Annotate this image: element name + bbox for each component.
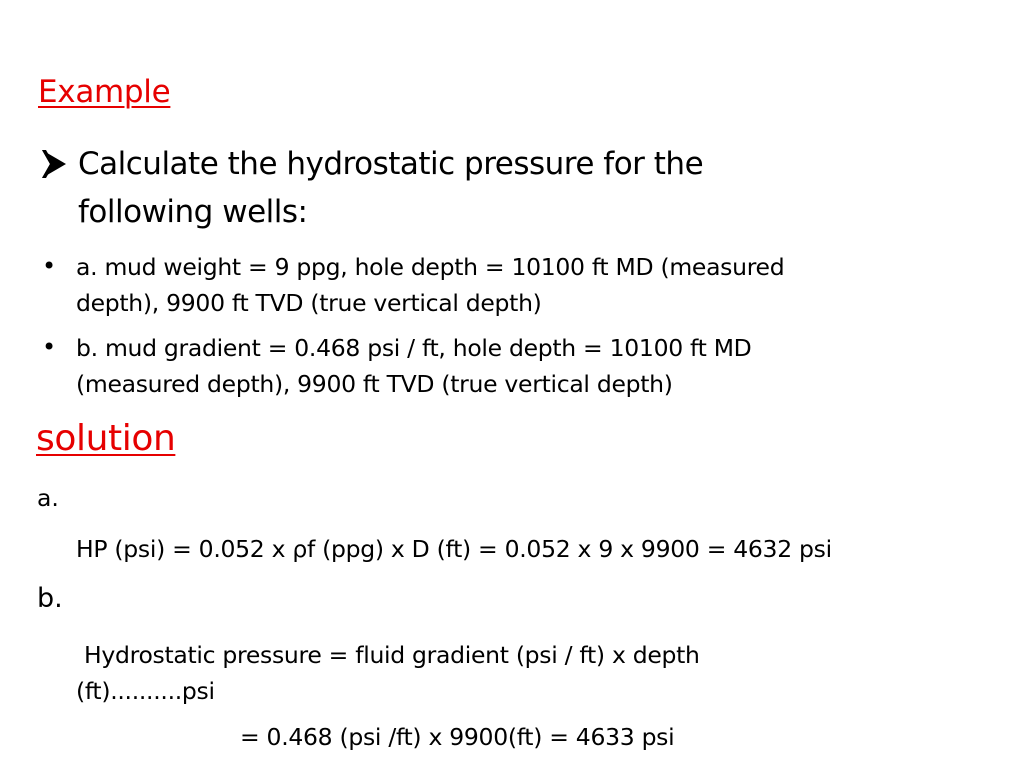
bullet-dot-icon: • bbox=[42, 333, 57, 361]
solution-heading: solution bbox=[36, 418, 176, 459]
item-a-line-2: depth), 9900 ft TVD (true vertical depth) bbox=[76, 289, 542, 317]
bullet-dot-icon: • bbox=[42, 252, 57, 280]
part-a-formula: HP (psi) = 0.052 x ρf (ppg) x D (ft) = 0.052 x 9 x 9900 = 4632 psi bbox=[76, 535, 832, 563]
arrow-bullet-icon bbox=[40, 144, 70, 184]
item-b-line-2: (measured depth), 9900 ft TVD (true vertical depth) bbox=[76, 370, 673, 398]
example-heading: Example bbox=[38, 74, 171, 110]
part-a-label: a. bbox=[37, 484, 59, 512]
part-b-label: b. bbox=[37, 583, 63, 614]
part-b-formula-line-2: (ft)..........psi bbox=[76, 677, 215, 705]
part-b-formula-line-1: Hydrostatic pressure = fluid gradient (psi / ft) x depth bbox=[84, 641, 700, 669]
item-b-line-1: b. mud gradient = 0.468 psi / ft, hole depth = 10100 ft MD bbox=[76, 334, 752, 362]
item-a-line-1: a. mud weight = 9 ppg, hole depth = 10100 ft MD (measured bbox=[76, 253, 785, 281]
task-statement-line-1: Calculate the hydrostatic pressure for the bbox=[78, 146, 704, 182]
part-b-result: = 0.468 (psi /ft) x 9900(ft) = 4633 psi bbox=[240, 723, 675, 751]
task-statement-line-2: following wells: bbox=[78, 194, 308, 230]
